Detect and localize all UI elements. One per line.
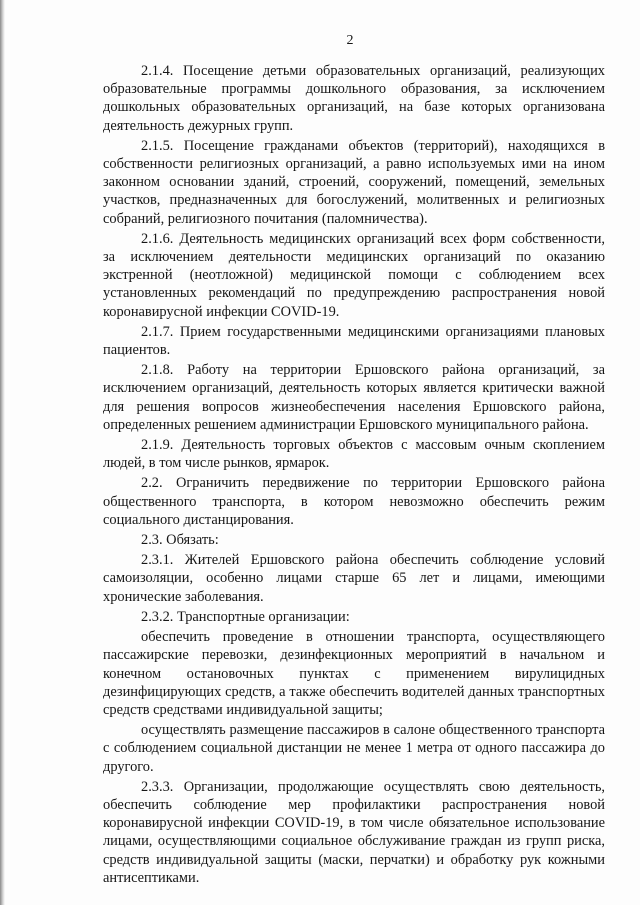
paragraph-2-3-3: 2.3.3. Организации, продолжающие осуществлять свою деятельность, обеспечить соблюдение мер профилактики распространения новой коронавирусной инфекции COVID-19, в том числе обязательное использование лицами, осуществляющими социальное обслуживание граждан из групп риска, средств индивидуальной защиты (маски, перчатки) и обработку рук кожными антисептиками.	[103, 778, 605, 886]
paragraph-2-1-9: 2.1.9. Деятельность торговых объектов с массовым очным скоплением людей, в том числе рынков, ярмарок.	[103, 437, 605, 472]
paragraph-2-1-7: 2.1.7. Прием государственными медицинскими организациями плановых пациентов.	[103, 323, 605, 359]
page-number: 2	[346, 33, 354, 48]
paragraph-2-3-2: 2.3.2. Транспортные организации:	[141, 608, 350, 625]
document-body	[103, 62, 605, 887]
paragraph-2-1-6: 2.1.6. Деятельность медицинских организаций всех форм собственности, за исключением деятельности медицинских организаций по оказанию экстренной (неотложной) медицинской помощи с соблюдением всех установленных рекомендаций по предупреждению распространения новой коронавирусной инфекции COVID-19.	[103, 230, 605, 320]
paragraph-2-1-4: 2.1.4. Посещение детьми образовательных организаций, реализующих образовательные программы дошкольного образования, за исключением дошкольных образовательных организаций, на базе которых организована деятельность дежурных групп.	[103, 63, 605, 134]
paragraph-2-1-5: 2.1.5. Посещение гражданами объектов (территорий), находящихся в собственности религиозных организаций, а равно используемых ими на ином законном основании зданий, строений, сооружений, помещений, земельных участков, предназначенных для богослужений, молитвенных и религиозных собраний, религиозного почитания (паломничества).	[103, 137, 605, 227]
paragraph-2-3-2-item-1: обеспечить проведение в отношении транспорта, осуществляющего пассажирские перевозки, дезинфекционных мероприятий в начальном и конечном остановочных пунктах с применением вирулицидных дезинфицирующих средств, а также обеспечить водителей данных транспортных средств средствами индивидуальной защиты;	[103, 629, 605, 718]
paragraph-2-1-8: 2.1.8. Работу на территории Ершовского района организаций, за исключением организаций, деятельность которых является критически важной для решения вопросов жизнеобеспечения населения Ершовского района, определенных решением администрации Ершовского муниципального района.	[103, 362, 605, 433]
paragraph-2-3: 2.3. Обязать:	[141, 532, 219, 549]
scan-edge	[0, 0, 5, 905]
paragraph-2-3-2-item-2: осуществлять размещение пассажиров в салоне общественного транспорта с соблюдением социальной дистанции не менее 1 метра от одного пассажира до другого.	[103, 722, 605, 775]
paragraph-2-3-1: 2.3.1. Жителей Ершовского района обеспечить соблюдение условий самоизоляции, особенно лицами старше 65 лет и лицами, имеющими хронические заболевания.	[103, 552, 605, 605]
paragraph-2-2: 2.2. Ограничить передвижение по территории Ершовского района общественного транспорта, в котором невозможно обеспечить режим социального дистанцирования.	[103, 475, 605, 528]
